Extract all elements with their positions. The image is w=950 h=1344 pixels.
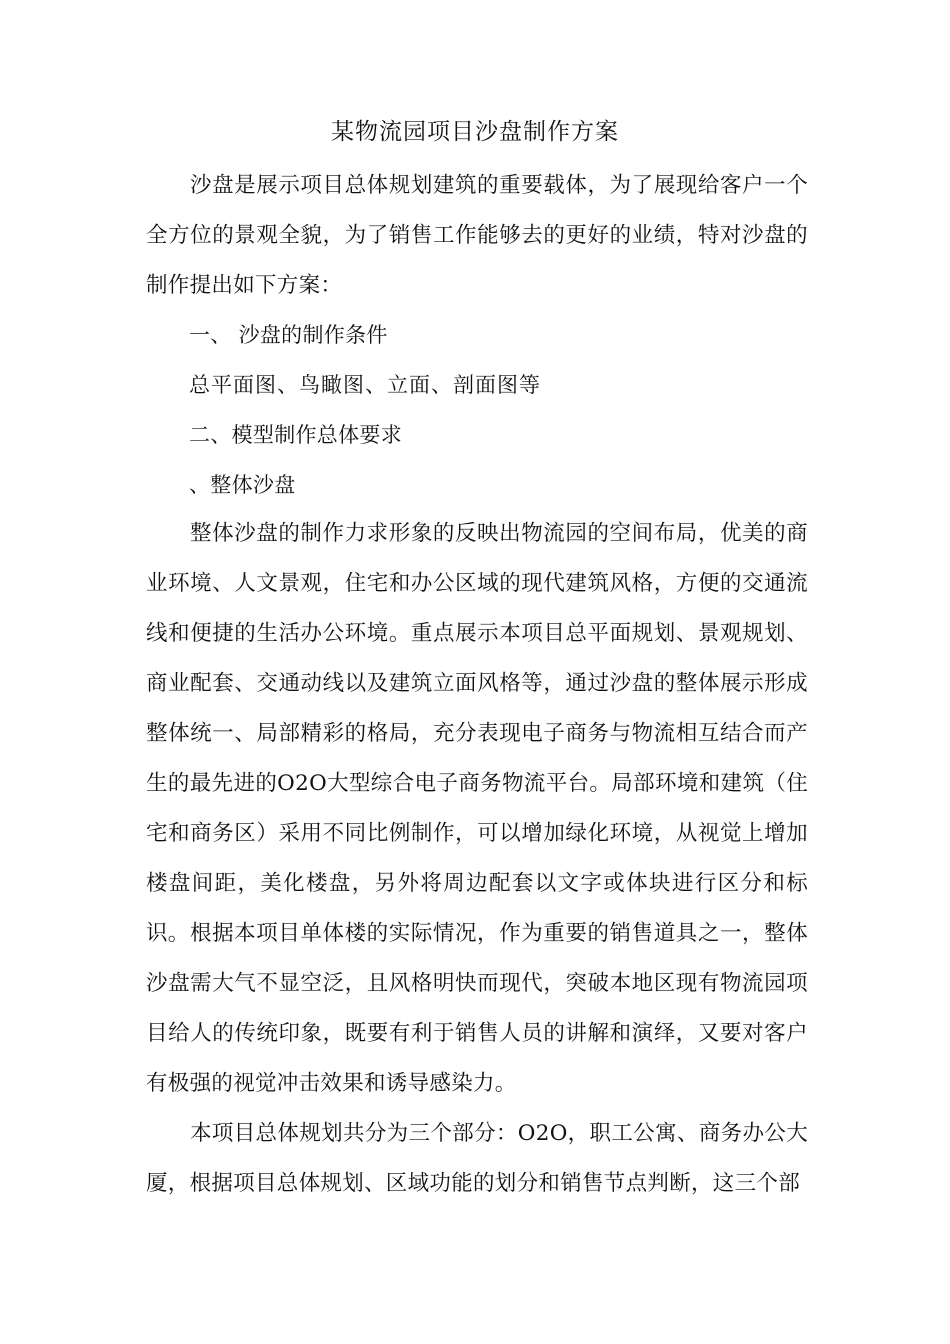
paragraph-sales-tool: 根据本项目单体楼的实际情况，作为重要的销售道具之一，整体沙盘需大气不显空泛，且风格明快而现代，突破本地区现有物流园项目给人的传统印象，既要有利于销售人员的讲解和演绎，又要对客户有极强的视觉冲击效果和诱导感染力。 bbox=[146, 921, 808, 1096]
paragraph-overall-sandtable: 整体沙盘的制作力求形象的反映出物流园的空间布局，优美的商业环境、人文景观，住宅和办公区域的现代建筑风格，方便的交通流线和便捷的生活办公环境。重点展示本项目总平面规划、景观规划、商业配套、交通动线以及建筑立面风格等，通过沙盘的整体展示形成整体统一、局部精彩的格局，充分表现电子商务与物流相互结合而产生的最先进的O2O大型综合电子商务物流平台。局部环境和建筑（住宅和商务区）采用不同比例制作，可以增加绿化环境，从视觉上增加楼盘间距，美化楼盘，另外将周边配套以文字或体块进行区分和标识。 bbox=[146, 521, 808, 946]
subsection-heading-overall-sandtable: 、整体沙盘 bbox=[189, 473, 296, 497]
paragraph-planning-parts: 本项目总体规划共分为三个部分：O2O，职工公寓、商务办公大厦，根据项目总体规划、区域功能的划分和销售节点判断，这三个部 bbox=[146, 1121, 808, 1196]
section-heading-conditions: 一、 沙盘的制作条件 bbox=[189, 323, 388, 347]
intro-paragraph: 沙盘是展示项目总体规划建筑的重要载体，为了展现给客户一个全方位的景观全貌，为了销售工作能够去的更好的业绩，特对沙盘的制作提出如下方案： bbox=[146, 173, 808, 298]
conditions-text: 总平面图、鸟瞰图、立面、剖面图等 bbox=[189, 373, 541, 397]
document-title: 某物流园项目沙盘制作方案 bbox=[331, 119, 619, 145]
section-heading-requirements: 二、模型制作总体要求 bbox=[189, 423, 402, 447]
